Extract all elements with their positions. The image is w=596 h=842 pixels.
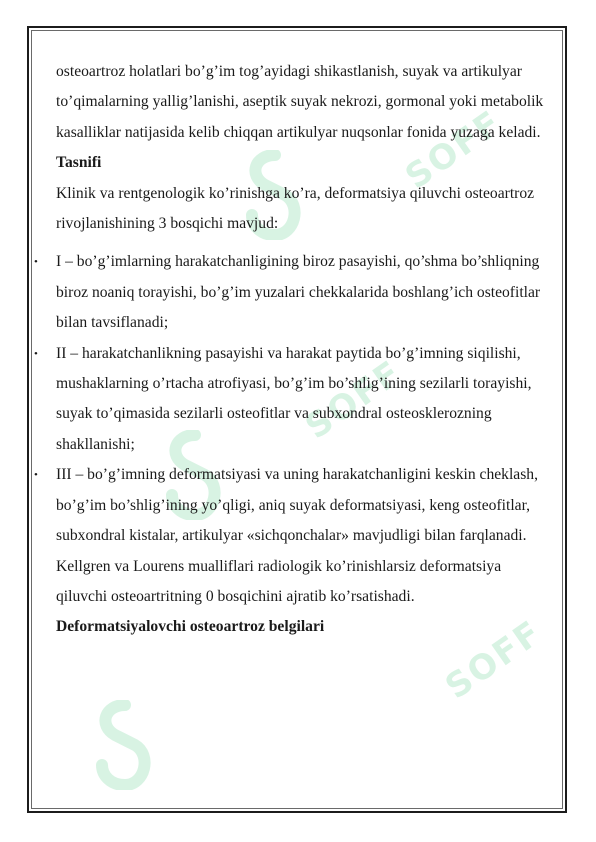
list-item-text: II – harakatchanlikning pasayishi va harakat paytida bo’g’imning siqilishi, mushaklarning o’rtacha atrofiyasi, bo’g’im bo’shlig’ining sezilarli torayishi, suyak to’qimasida sezilarli osteofitlar va subxondral osteosklerozning shakllanishi; bbox=[56, 344, 532, 453]
section-heading-belgilari: Deformatsiyalovchi osteoartroz belgilari bbox=[56, 618, 325, 636]
list-item bbox=[34, 247, 544, 338]
list-item-text: I – bo’g’imlarning harakatchanligining biroz pasayishi, qo’shma bo’shliqning biroz noaniq torayishi, bo’g’im yuzalari chekkalarida boshlang’ich osteofitlar bilan tavsiflanadi; bbox=[56, 253, 541, 332]
section-heading-tasnifi: Tasnifi bbox=[56, 154, 102, 172]
list-item bbox=[34, 460, 544, 551]
watermark-text: SOFF bbox=[398, 102, 510, 198]
watermark-text: SOFF bbox=[438, 612, 550, 708]
watermark-text: SOFF bbox=[298, 352, 410, 448]
bullet-icon: • bbox=[34, 256, 38, 269]
list-item bbox=[34, 339, 544, 461]
stage-list bbox=[34, 247, 544, 551]
bullet-icon: • bbox=[34, 469, 38, 482]
paragraph-kellgren: Kellgren va Lourens mualliflari radiologik ko’rinishlarsiz deformatsiya qiluvchi osteoartritning 0 bosqichini ajratib ko’rsatishadi. bbox=[56, 557, 502, 605]
paragraph-intro: osteoartroz holatlari bo’g’im tog’ayidagi shikastlanish, suyak va artikulyar to’qimalarning yallig’lanishi, aseptik suyak nekrozi, gormonal yoki metabolik kasalliklar natijasida kelib chiqqan artikulyar nuqsonlar fonida yuzaga keladi. bbox=[56, 63, 544, 141]
list-item-text: III – bo’g’imning deformatsiyasi va uning harakatchanligini keskin cheklash, bo’g’im bo’shlig’ining yo’qligi, aniq suyak deformatsiyasi, keng osteofitlar, subxondral kistalar, artikulyar «sichqonchalar» mavjudligi bilan farqlanadi. bbox=[56, 466, 538, 545]
paragraph-classification: Klinik va rentgenologik ko’rinishga ko’ra, deformatsiya qiluvchi osteoartroz rivojlanishining 3 bosqichi mavjud: bbox=[56, 184, 535, 233]
bullet-icon: • bbox=[34, 347, 38, 360]
document-body bbox=[34, 57, 544, 643]
